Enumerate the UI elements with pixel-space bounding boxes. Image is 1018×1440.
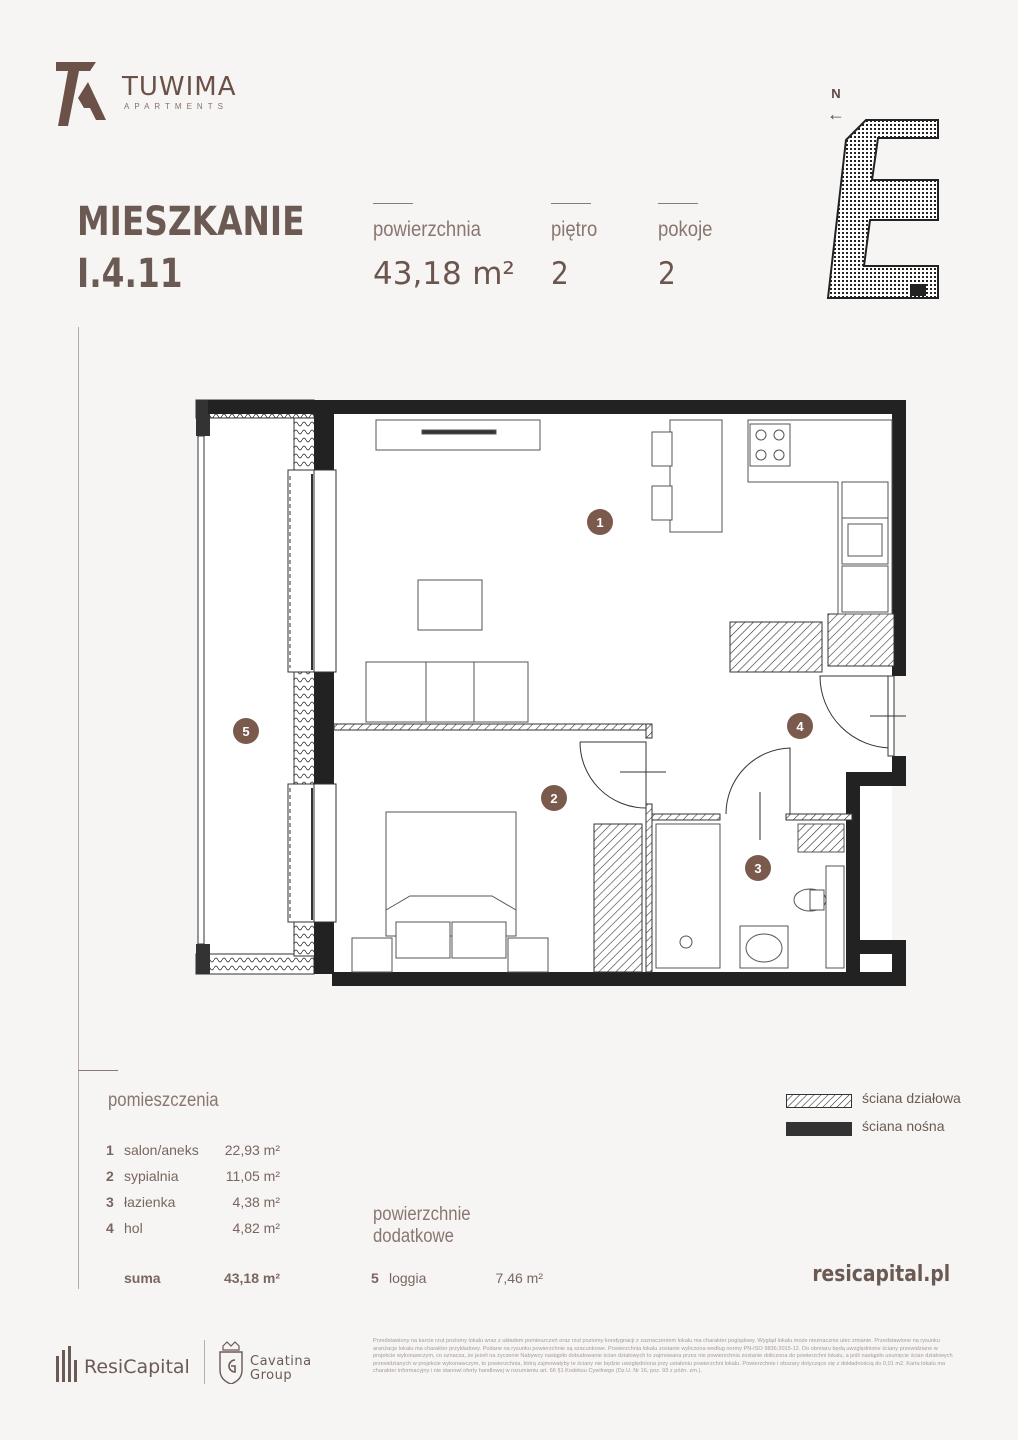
solid-wall-swatch-icon: [786, 1122, 852, 1136]
legend-label: ściana nośna: [862, 1118, 945, 1134]
spec-floor-label: piętro: [551, 218, 598, 241]
cavatina-crest-icon: [218, 1340, 244, 1384]
building-key-plan: [826, 116, 940, 300]
loggia-top-cap: [196, 400, 210, 436]
room-name: hol: [124, 1220, 143, 1236]
spec-rooms: [658, 203, 720, 292]
floor-plan: [190, 396, 910, 990]
rooms-sum-row: [106, 1270, 286, 1296]
plan-label-1: [587, 509, 613, 535]
additional-name: loggia: [389, 1270, 427, 1286]
window-upper: [288, 470, 336, 672]
plan-label-5: [233, 718, 259, 744]
spec-area-unit: m²: [472, 256, 515, 292]
spec-area-value-row: [373, 256, 515, 292]
loggia-wall-bottom: [196, 954, 314, 974]
hatched-wall-swatch-icon: [786, 1094, 852, 1108]
rooms-section: [78, 1070, 118, 1071]
brand-subtitle: APARTMENTS: [124, 102, 228, 111]
rooms-title: pomieszczenia: [108, 1090, 219, 1111]
room-area: 11,05 m²: [225, 1168, 280, 1184]
room-row: [106, 1168, 286, 1194]
cavatina-logo: [218, 1340, 328, 1386]
room-number: 1: [106, 1142, 114, 1158]
legal-disclaimer: Przedstawiony na karcie rzut poziomy lokalu wraz z układem pomieszczeń oraz rzut poziomy kondygnacji z zaznaczeniem lokalu ma charakter poglądowy. Wygląd lokalu może nieznacznie ulec zmianie. Przedstawione na rysunku aranżacje lokalu ma charakter przykładowy. Podane na rysunku powierzchnie są szacunkowe. Powierzchnia lokalu zostanie wyliczona według normy PN-ISO 9836:2015-12. Do obmiaru będą uwzględnione ściany przewidziane w projekcie wykonawczym, co oznacza, że jeżeli na życzenie Nabywcy nastąpiło dobudowanie ścian działowych to zajmowana przez nie powierzchnia zostanie doliczona do powierzchni lokalu, a jeśli nastąpiło usunięcie ścian działowych przewidzianych w projekcie wykonawczym, to powierzchnia, którą zajmowałyby te ściany nie będzie uwzględniona przy ustaleniu powierzchni lokalu. Powierzchnie i obszary dotyczące się z dokładnością do 0,01 m2. Karta lokalu ma charakter informacyjny i nie stanowi oferty handlowej w rozumieniu art. 66 §1 Kodeksu Cywilnego (Dz.U. Nr 16, poz. 93 z późn. zm.).: [373, 1338, 953, 1375]
additional-area: 7,46 m²: [495, 1270, 543, 1286]
spec-rule: [658, 203, 698, 204]
coffee-table: [418, 580, 482, 630]
spec-rooms-value: 2: [658, 256, 676, 292]
svg-text:3: 3: [754, 861, 762, 876]
spec-area: [373, 203, 515, 292]
additional-title-line2: dodatkowe: [373, 1226, 454, 1247]
additional-row: [371, 1270, 547, 1290]
apartment-title-line1: MIESZKANIE: [77, 199, 305, 245]
loggia-bottom-cap: [196, 944, 210, 974]
loggia-railing: [198, 436, 204, 944]
spec-area-value: 43,18: [373, 256, 462, 292]
loggia-side-wall-top: [294, 418, 316, 470]
plan-label-2: [541, 785, 567, 811]
room-row: [106, 1194, 286, 1220]
rooms-rule: [78, 1070, 118, 1071]
cavatina-name: Cavatina: [250, 1354, 312, 1369]
legend-label: ściana działowa: [862, 1090, 961, 1106]
footer-divider: [204, 1340, 205, 1384]
apartment-number: I.4.11: [77, 251, 183, 297]
window-lower: [288, 784, 336, 922]
svg-text:1: 1: [596, 515, 604, 530]
compass-arrow-icon: ←: [827, 104, 845, 124]
plan-label-4: [787, 713, 813, 739]
room-name: łazienka: [124, 1194, 176, 1210]
svg-text:2: 2: [550, 791, 558, 806]
room-name: salon/aneks: [124, 1142, 199, 1158]
rooms-sum-label: suma: [124, 1270, 161, 1286]
spec-rooms-label: pokoje: [658, 218, 713, 241]
tuwima-monogram-icon: [56, 62, 112, 126]
additional-number: 5: [371, 1270, 379, 1286]
room-name: sypialnia: [124, 1168, 179, 1184]
cavatina-group: Group: [250, 1368, 293, 1383]
resicapital-name: ResiCapital: [84, 1356, 190, 1378]
room-row: [106, 1220, 286, 1246]
apartment-title: [77, 196, 305, 300]
tv-cabinet: [376, 420, 540, 450]
left-divider: [78, 327, 79, 1289]
wardrobe: [594, 824, 642, 972]
resicapital-logo: [56, 1344, 196, 1384]
svg-text:5: 5: [242, 724, 250, 739]
additional-title: [373, 1204, 471, 1248]
plan-label-3: [745, 855, 771, 881]
room-area: 4,38 m²: [232, 1194, 280, 1210]
brand-logo: [56, 62, 276, 126]
brand-name: TUWIMA: [122, 72, 237, 102]
spec-rule: [551, 203, 591, 204]
spec-area-label: powierzchnia: [373, 218, 481, 241]
compass-north-label: N: [831, 86, 841, 101]
room-number: 2: [106, 1168, 114, 1184]
additional-title-line1: powierzchnie: [373, 1204, 471, 1225]
svg-text:4: 4: [796, 719, 804, 734]
kitchen-cabinet-hatched: [730, 622, 822, 672]
room-area: 22,93 m²: [224, 1142, 280, 1158]
room-area: 4,82 m²: [232, 1220, 280, 1236]
spec-floor: [551, 203, 604, 292]
room-number: 3: [106, 1194, 114, 1210]
rooms-list: [106, 1142, 286, 1296]
spec-rule: [373, 203, 413, 204]
spec-floor-value: 2: [551, 256, 569, 292]
loggia-side-wall-mid: [294, 672, 316, 784]
room-row: [106, 1142, 286, 1168]
loggia-side-wall-bottom: [294, 922, 316, 956]
sofa: [366, 662, 528, 722]
resicapital-bars-icon: [56, 1346, 78, 1382]
website-link[interactable]: resicapital.pl: [812, 1262, 950, 1287]
room-number: 4: [106, 1220, 114, 1236]
rooms-sum-value: 43,18 m²: [223, 1270, 280, 1286]
